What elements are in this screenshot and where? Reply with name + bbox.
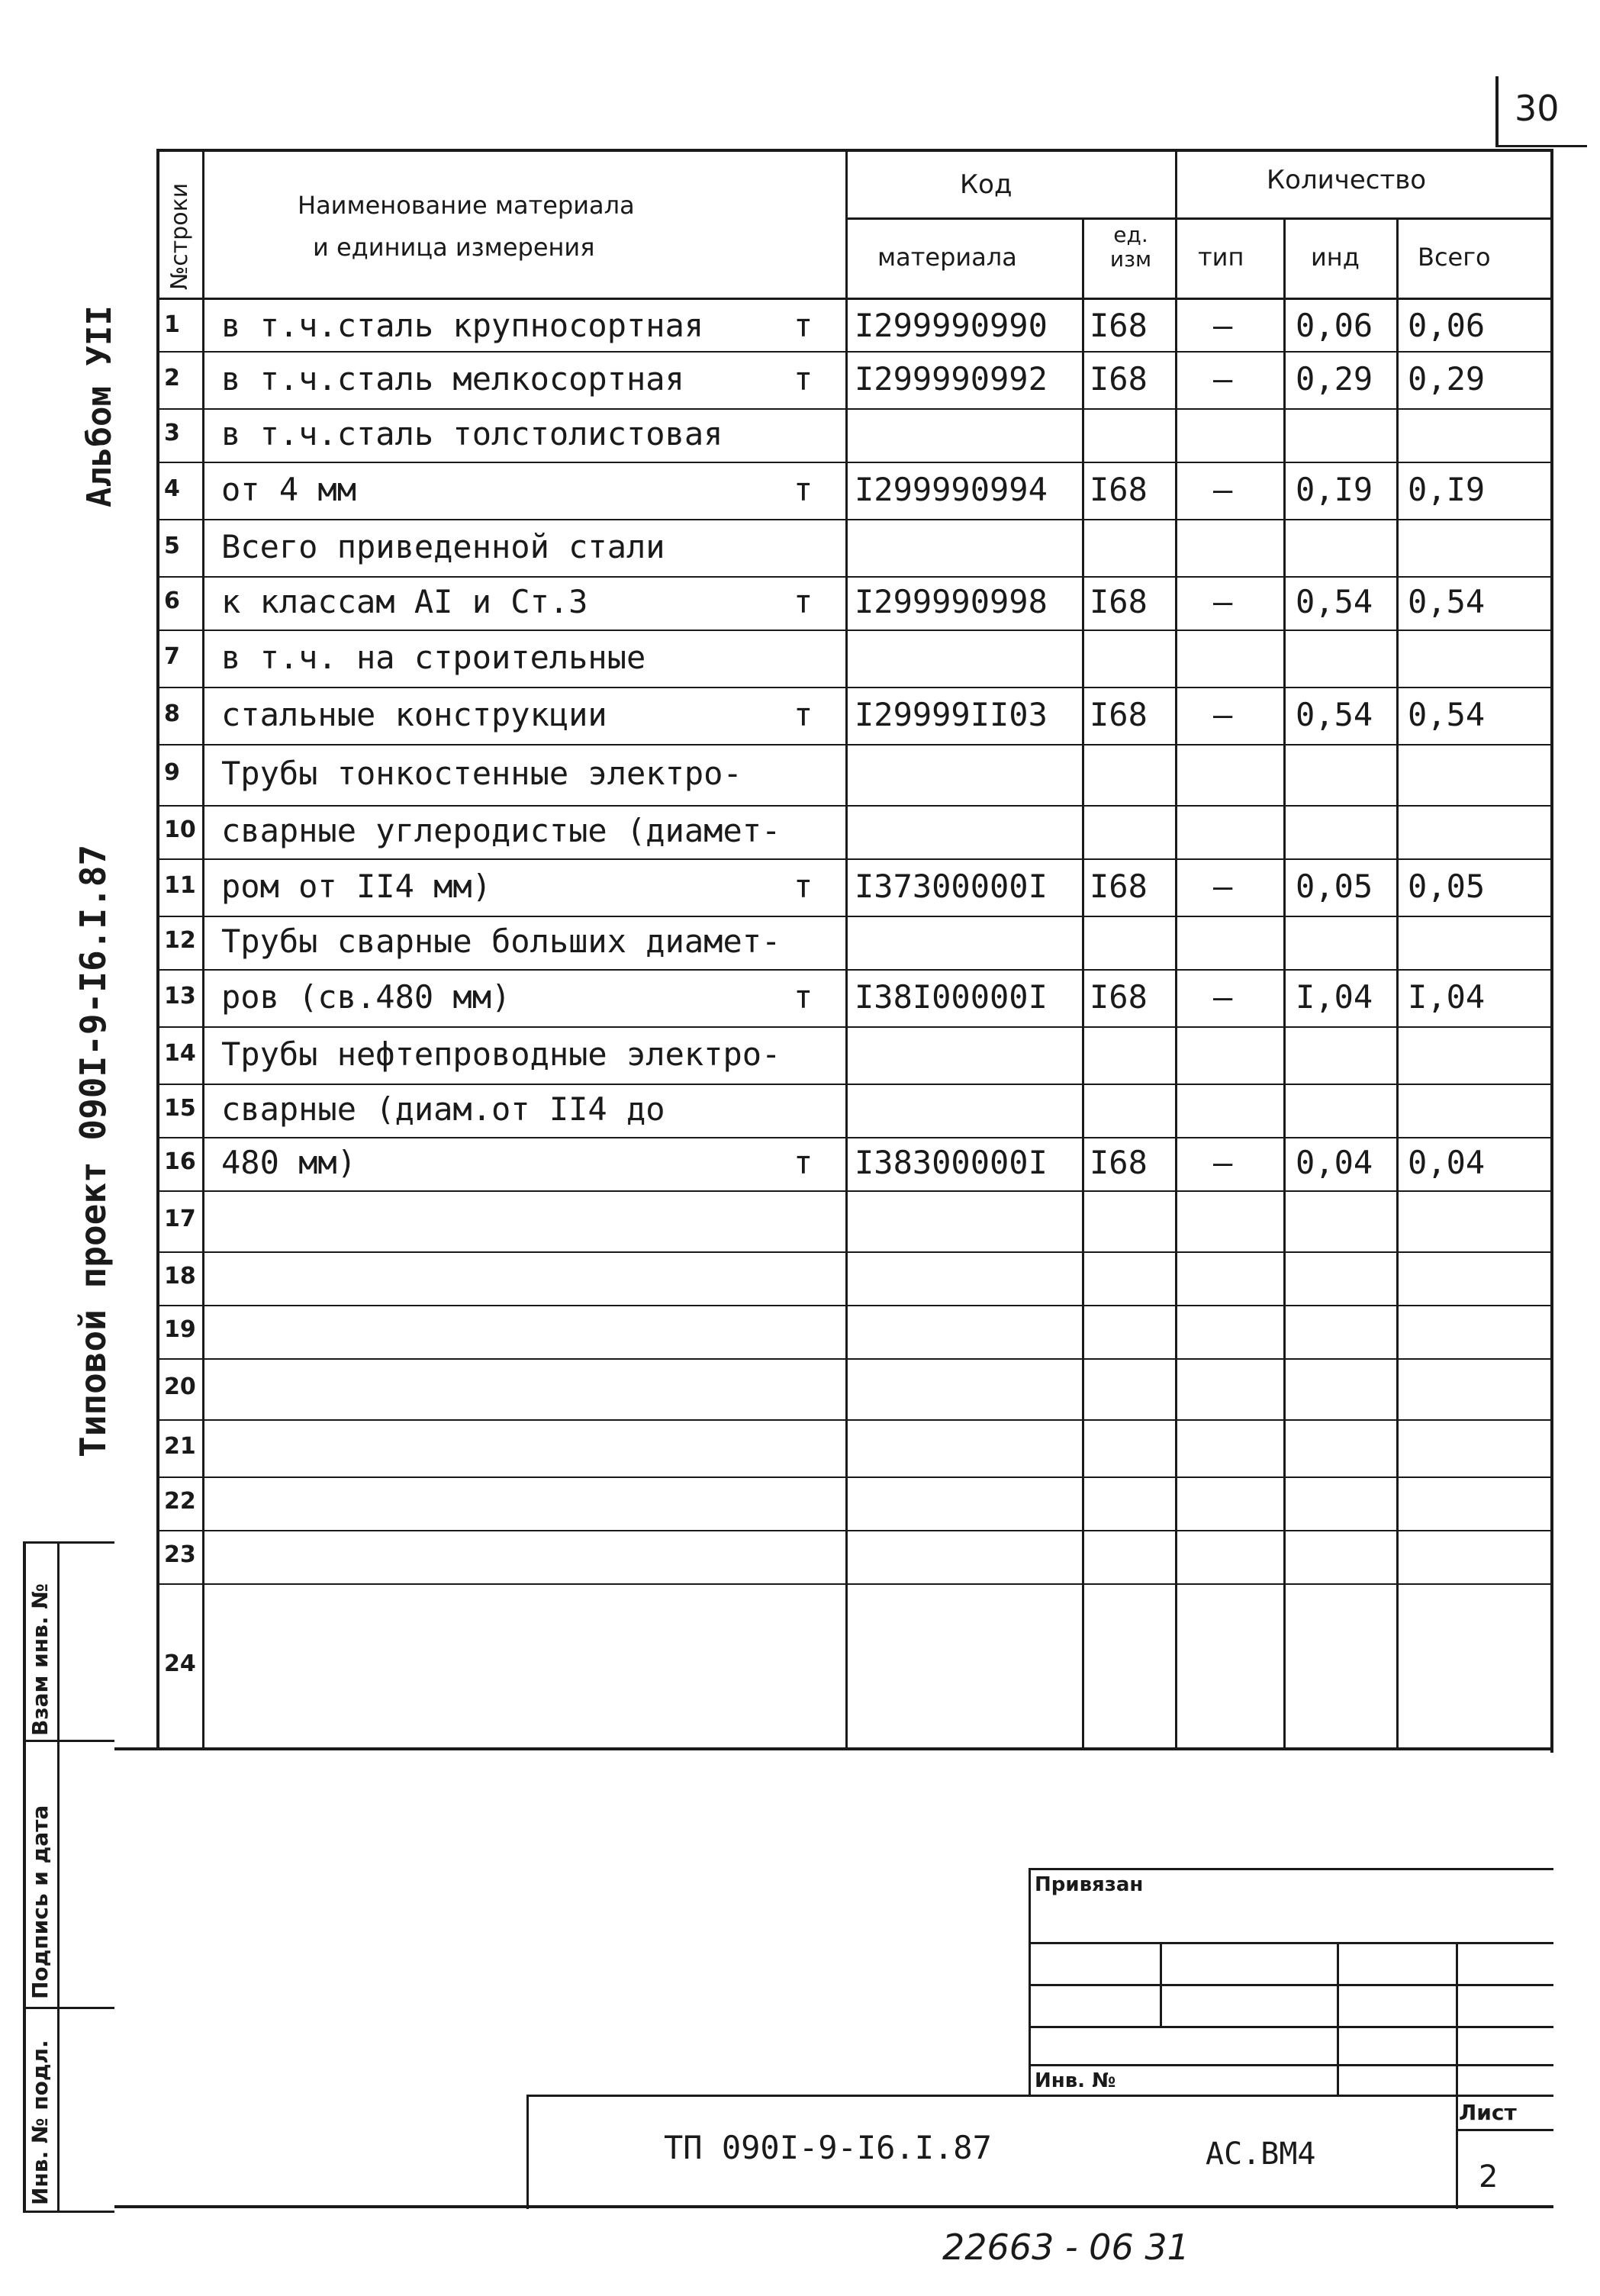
document-mark: АС.ВМ4 — [1206, 2137, 1316, 2172]
qty-ind: 0,04 — [1296, 1144, 1373, 1181]
album-label: Альбом УII — [80, 305, 119, 507]
qty-total: 0,29 — [1408, 359, 1486, 398]
qty-type: – — [1213, 867, 1233, 905]
material-name: в т.ч.сталь крупносортная — [221, 306, 704, 344]
qty-ind: 0,54 — [1296, 583, 1373, 620]
row-number: 16 — [164, 1148, 196, 1175]
material-code: I29999II03 — [855, 695, 1048, 733]
row-number: 11 — [164, 871, 196, 899]
qty-ind: 0,06 — [1296, 306, 1373, 344]
material-name: Трубы нефтепроводные электро- — [221, 1035, 781, 1073]
qty-ind: I,04 — [1296, 977, 1373, 1016]
sheet-label: Лист — [1459, 2100, 1517, 2125]
material-name: в т.ч. на строительные — [221, 638, 646, 676]
row-number: 21 — [164, 1432, 196, 1460]
material-code: I299990998 — [855, 583, 1048, 620]
qty-type: – — [1213, 359, 1233, 398]
material-code: I299990990 — [855, 306, 1048, 344]
qty-type: – — [1213, 1144, 1233, 1181]
unit-letter: т — [794, 359, 813, 398]
header-row-number: №строки — [166, 182, 193, 290]
material-name: ром от II4 мм) — [221, 867, 492, 905]
row-number: 12 — [164, 927, 196, 954]
unit-letter: т — [794, 583, 813, 620]
row-number: 15 — [164, 1095, 196, 1122]
unit-letter: т — [794, 1144, 813, 1181]
document-code: ТП 090I-9-I6.I.87 — [664, 2129, 992, 2166]
qty-total: 0,06 — [1408, 306, 1486, 344]
row-number: 10 — [164, 816, 196, 843]
qty-total: 0,54 — [1408, 695, 1486, 733]
material-name: ров (св.480 мм) — [221, 977, 511, 1016]
footer-number: 22663 - 06 31 — [942, 2227, 1190, 2268]
row-number: 3 — [164, 420, 180, 446]
row-number: 4 — [164, 475, 180, 502]
row-number: 7 — [164, 642, 180, 670]
row-number: 24 — [164, 1650, 196, 1677]
qty-type: – — [1213, 583, 1233, 620]
qty-type: – — [1213, 306, 1233, 344]
row-number: 9 — [164, 759, 180, 786]
row-number: 14 — [164, 1039, 196, 1067]
unit-code: I68 — [1090, 695, 1148, 733]
unit-code: I68 — [1090, 583, 1148, 620]
material-code: I299990994 — [855, 470, 1048, 508]
header-name-line2: и единица измерения — [313, 233, 595, 262]
row-number: 6 — [164, 588, 180, 614]
qty-type: – — [1213, 977, 1233, 1016]
unit-letter: т — [794, 867, 813, 905]
unit-code: I68 — [1090, 977, 1148, 1016]
unit-code: I68 — [1090, 359, 1148, 398]
material-name: стальные конструкции — [221, 695, 607, 733]
unit-code: I68 — [1090, 867, 1148, 905]
material-name: сварные углеродистые (диамет- — [221, 812, 781, 849]
material-name: в т.ч.сталь толстолистовая — [221, 415, 723, 452]
header-qty-ind: инд — [1311, 243, 1360, 272]
stamp-signature: Подпись и дата — [27, 1805, 53, 1999]
qty-total: I,04 — [1408, 977, 1486, 1016]
material-name: 480 мм) — [221, 1144, 357, 1181]
header-code: Код — [960, 169, 1012, 200]
unit-letter: т — [794, 977, 813, 1016]
sheet-number: 2 — [1479, 2159, 1499, 2195]
material-name: Трубы тонкостенные электро- — [221, 755, 742, 792]
row-number: 17 — [164, 1206, 196, 1232]
project-label: Типовой проект 090I-9-I6.I.87 — [72, 844, 114, 1457]
stamp-inv-podl: Инв. № подл. — [27, 2040, 53, 2205]
qty-type: – — [1213, 695, 1233, 733]
row-number: 8 — [164, 700, 180, 727]
stamp-vzam: Взам инв. № — [27, 1583, 53, 1736]
material-name: Трубы сварные больших диамет- — [221, 923, 781, 960]
qty-total: 0,04 — [1408, 1144, 1486, 1181]
unit-letter: т — [794, 695, 813, 733]
unit-letter: т — [794, 306, 813, 344]
qty-ind: 0,29 — [1296, 359, 1373, 398]
qty-total: 0,05 — [1408, 867, 1486, 905]
material-name: сварные (диам.от II4 до — [221, 1090, 665, 1128]
privyazan-label: Привязан — [1035, 1873, 1144, 1896]
material-name: Всего приведенной стали — [221, 527, 665, 565]
qty-ind: 0,05 — [1296, 867, 1373, 905]
row-number: 22 — [164, 1488, 196, 1515]
header-code-unit: ед. изм — [1109, 222, 1152, 272]
material-code: I299990992 — [855, 359, 1048, 398]
header-qty-total: Всего — [1418, 243, 1491, 272]
material-name: от 4 мм — [221, 470, 357, 508]
material-name: к классам AI и Ст.3 — [221, 583, 588, 620]
page-number: 30 — [1515, 88, 1560, 129]
header-code-material: материала — [877, 243, 1017, 272]
unit-code: I68 — [1090, 1144, 1148, 1181]
inv-no-label: Инв. № — [1035, 2069, 1116, 2092]
row-number: 2 — [164, 364, 180, 391]
unit-letter: т — [794, 470, 813, 508]
header-name-line1: Наименование материала — [298, 191, 635, 220]
row-number: 23 — [164, 1541, 196, 1568]
row-number: 13 — [164, 982, 196, 1010]
unit-code: I68 — [1090, 470, 1148, 508]
qty-type: – — [1213, 470, 1233, 508]
qty-total: 0,54 — [1408, 583, 1486, 620]
row-number: 20 — [164, 1373, 196, 1400]
header-quantity: Количество — [1267, 165, 1427, 195]
row-number: 1 — [164, 311, 180, 338]
row-number: 19 — [164, 1316, 196, 1343]
qty-ind: 0,I9 — [1296, 470, 1373, 508]
material-code: I38I00000I — [855, 977, 1048, 1016]
material-name: в т.ч.сталь мелкосортная — [221, 359, 684, 398]
material-code: I37300000I — [855, 867, 1048, 905]
qty-total: 0,I9 — [1408, 470, 1486, 508]
unit-code: I68 — [1090, 306, 1148, 344]
row-number: 5 — [164, 532, 180, 559]
header-qty-type: тип — [1198, 243, 1244, 272]
qty-ind: 0,54 — [1296, 695, 1373, 733]
row-number: 18 — [164, 1263, 196, 1290]
material-code: I38300000I — [855, 1144, 1048, 1181]
